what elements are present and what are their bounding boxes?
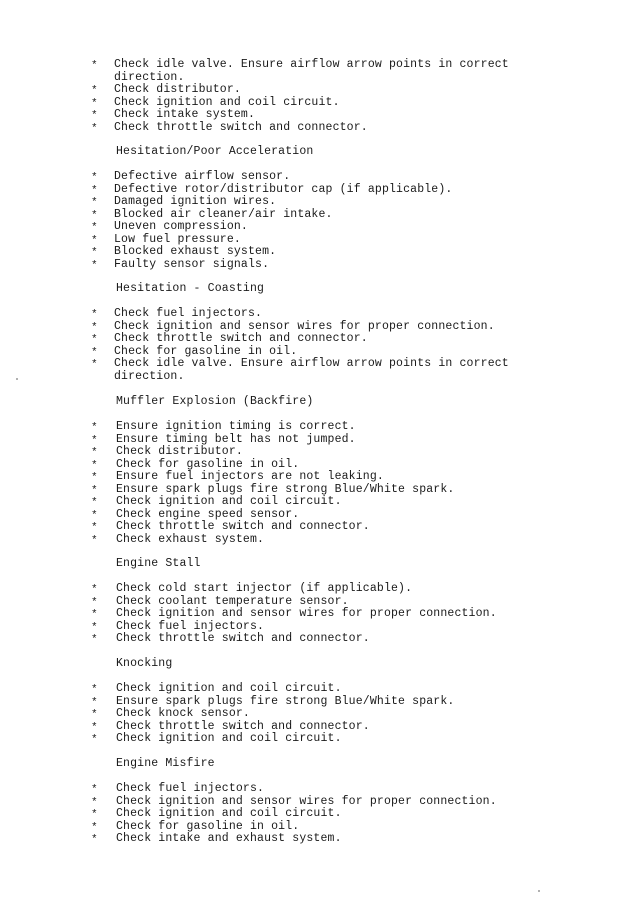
bullet-icon: * [91,834,98,846]
bullet-icon: * [91,509,98,522]
bullet-icon: * [91,584,98,596]
bullet-icon: * [91,172,98,184]
bullet-icon: * [91,721,98,734]
bullet-icon: * [91,734,98,746]
section-heading: Engine Stall [116,557,201,570]
section-heading: Hesitation - Coasting [116,282,265,295]
bullet-icon: * [91,684,98,696]
bullet-icon: * [91,784,98,796]
bullet-icon: * [91,484,98,497]
section-heading: Engine Misfire [116,757,215,770]
bullet-icon: * [91,634,98,646]
bullet-icon: * [91,247,98,259]
section-heading: Hesitation/Poor Acceleration [116,145,314,158]
bullet-icon: * [91,259,98,272]
bullet-icon: * [91,696,98,709]
bullet-icon: * [91,809,98,821]
bullet-icon: * [91,97,98,110]
bullet-icon: * [91,122,98,135]
scan-speck [538,890,540,892]
bullet-icon: * [91,434,98,447]
bullet-icon: * [91,110,98,122]
bullet-icon: * [91,459,98,472]
bullet-icon: * [91,534,98,547]
bullet-icon: * [91,184,98,197]
bullet-icon: * [91,209,98,222]
bullet-icon: * [91,346,98,359]
bullet-icon: * [91,422,98,434]
bullet-icon: * [91,334,98,346]
scan-speck [16,378,18,380]
bullet-icon: * [91,359,98,371]
bullet-icon: * [91,447,98,459]
bullet-icon: * [91,85,98,97]
bullet-icon: * [91,522,98,534]
bullet-icon: * [91,609,98,621]
document-page: * Check idle valve. Ensure airflow arrow points in correct direction. * Check distributor. * Check ignition and coil circuit. * Check intake system. * Check throttle switch and connector. Hesitation/Poor Acceleration * Defective airflow sensor. * Defective rotor/distributor cap (if applicable). * Damaged ignition wires. * Blocked air cleaner/air intake. * Uneven compression. * Low fuel pressure. * Blocked exhaust system. * Faulty sensor signals. Hesitation - Coasting * Check fuel injectors. * Check ignition and sensor wires for proper connection. * Check throttle switch and connector. * Check for gasoline in oil. * Check idle valve. Ensure airflow arrow points in correct direction. Muffler Explosion (Backfire) * Ensure ignition timing is correct. * Ensure timing belt has not jumped. * Check distributor. * Check for gasoline in oil. * Ensure fuel injectors are not leaking. * Ensure spark plugs fire strong Blue/White spark. * Check ignition and coil circuit. * Check engine speed sensor. * Check throttle switch and connector. * Check exhaust system. Engine Stall * Check cold start injector (if applicable). * Check coolant temperature sensor. * Check ignition and sensor wires for proper connection. * Check fuel injectors. * Check throttle switch and connector. Knocking * Check ignition and coil circuit. * Ensure spark plugs fire strong Blue/White spark. * Check knock sensor. * Check throttle switch and connector. * Check ignition and coil circuit. Engine Misfire * Check fuel injectors. * Check ignition and sensor wires for proper connection. * Check ignition and coil circuit. * Check for gasoline in oil. * Check intake and exhaust system. [0,0,640,920]
section-heading: Knocking [116,657,173,670]
section-heading: Muffler Explosion (Backfire) [116,395,314,408]
bullet-icon: * [91,60,98,72]
bullet-icon: * [91,472,98,484]
bullet-icon: * [91,234,98,247]
bullet-icon: * [91,596,98,609]
bullet-icon: * [91,621,98,634]
bullet-icon: * [91,821,98,834]
bullet-icon: * [91,796,98,809]
bullet-icon: * [91,222,98,234]
bullet-icon: * [91,709,98,721]
bullet-icon: * [91,197,98,209]
bullet-icon: * [91,321,98,334]
bullet-icon: * [91,497,98,509]
bullet-icon: * [91,309,98,321]
